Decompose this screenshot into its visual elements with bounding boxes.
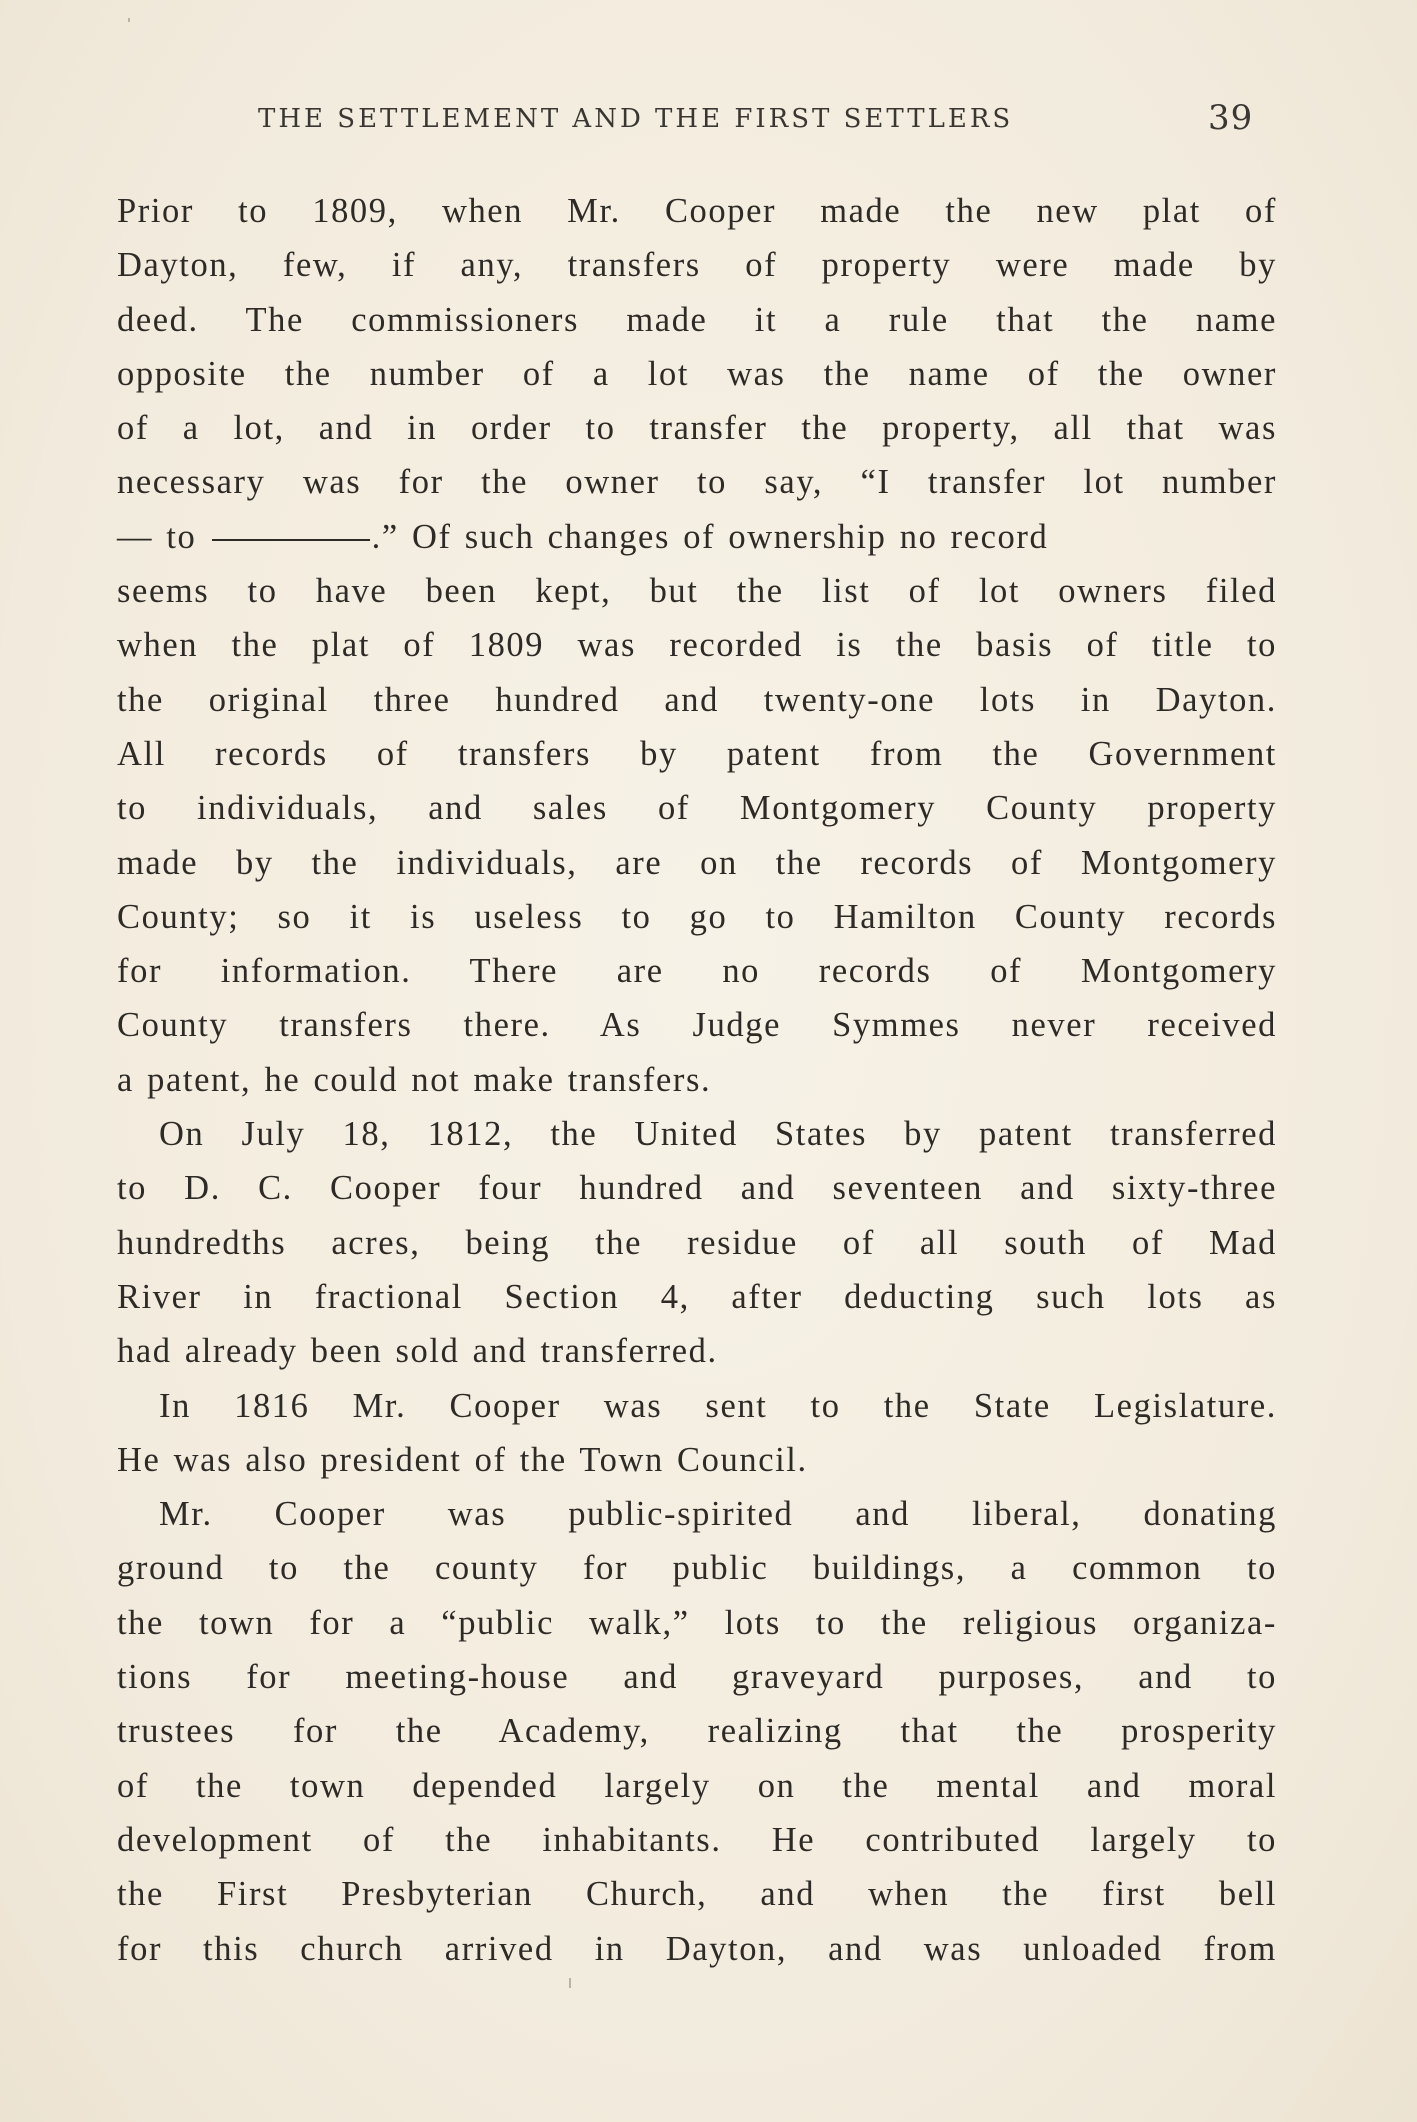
text-line: deed. The commissioners made it a rule that the name <box>117 300 1277 339</box>
page-header <box>258 98 1258 144</box>
text-line: opposite the number of a lot was the name of the owner <box>117 354 1277 393</box>
text-line: necessary was for the owner to say, “I transfer lot number <box>117 463 1277 502</box>
text-line: All records of transfers by patent from the Government <box>117 734 1277 773</box>
text-line: trustees for the Academy, realizing that the prosperity <box>117 1712 1277 1751</box>
text-line: County; so it is useless to go to Hamilton County records <box>117 897 1277 936</box>
text-line: tions for meeting-house and graveyard purposes, and to <box>117 1658 1277 1697</box>
text-line: to individuals, and sales of Montgomery County property <box>117 789 1277 828</box>
paragraph <box>117 1107 1277 1378</box>
text-line: seems to have been kept, but the list of lot owners filed <box>117 572 1277 611</box>
text-line: In 1816 Mr. Cooper was sent to the State Legislature. <box>159 1386 1277 1425</box>
text-line: a patent, he could not make transfers. <box>117 1060 712 1099</box>
paragraph <box>117 1487 1277 1976</box>
running-head: THE SETTLEMENT AND THE FIRST SETTLERS <box>258 104 1014 134</box>
text-line: had already been sold and transferred. <box>117 1332 718 1371</box>
text-line: for information. There are no records of Montgomery <box>117 952 1277 991</box>
text-line: made by the individuals, are on the records of Montgomery <box>117 843 1277 882</box>
text-line: the First Presbyterian Church, and when the first bell <box>117 1875 1277 1914</box>
text-line: Dayton, few, if any, transfers of property were made by <box>117 246 1277 285</box>
page-number: 39 <box>1208 98 1254 138</box>
text-line: On July 18, 1812, the United States by patent transferred <box>159 1115 1277 1154</box>
body-text <box>117 184 1277 1976</box>
page-speck <box>128 18 130 22</box>
text-line: development of the inhabitants. He contributed largely to <box>117 1820 1277 1859</box>
text-line: to D. C. Cooper four hundred and seventeen and sixty-three <box>117 1169 1277 1208</box>
text-line: ground to the county for public buildings, a common to <box>117 1549 1277 1588</box>
text-line: hundredths acres, being the residue of all south of Mad <box>117 1223 1277 1262</box>
text-line: the town for a “public walk,” lots to the religious organiza- <box>117 1603 1277 1642</box>
text-line: the original three hundred and twenty-one lots in Dayton. <box>117 680 1277 719</box>
text-line-with-blank <box>117 510 1277 564</box>
text-line: He was also president of the Town Council. <box>117 1440 808 1479</box>
text-line: Mr. Cooper was public-spirited and liberal, donating <box>159 1495 1277 1534</box>
text-line: for this church arrived in Dayton, and was unloaded from <box>117 1929 1277 1968</box>
text-line: of the town depended largely on the mental and moral <box>117 1766 1277 1805</box>
text-line: when the plat of 1809 was recorded is the basis of title to <box>117 626 1277 665</box>
text-fragment: — to <box>117 517 197 556</box>
page-speck <box>569 1978 571 1988</box>
text-line: Prior to 1809, when Mr. Cooper made the new plat of <box>117 192 1277 230</box>
text-fragment: .” Of such changes of ownership no record <box>371 517 1049 556</box>
text-line: County transfers there. As Judge Symmes never received <box>117 1006 1277 1045</box>
paragraph <box>117 184 1277 1107</box>
text-line: River in fractional Section 4, after deducting such lots as <box>117 1277 1277 1316</box>
text-line: of a lot, and in order to transfer the property, all that was <box>117 409 1277 448</box>
blank-rule <box>212 539 370 541</box>
paragraph <box>117 1379 1277 1488</box>
